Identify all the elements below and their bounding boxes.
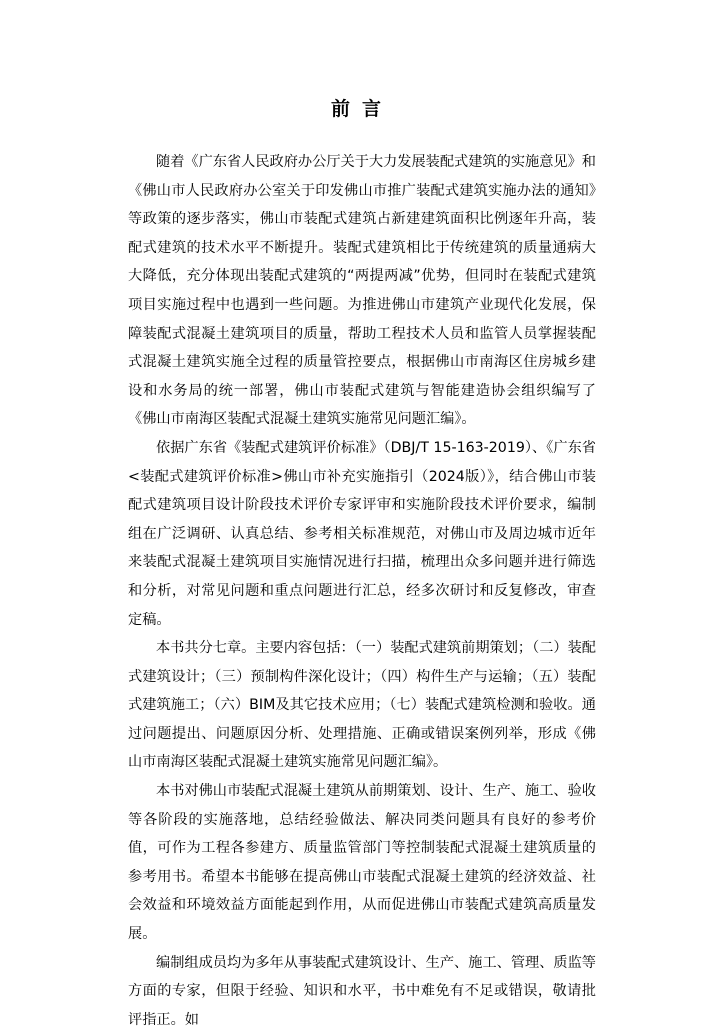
paragraph-1: 随着《广东省人民政府办公厅关于大力发展装配式建筑的实施意见》和《佛山市人民政府办公室关于印发佛山市推广装配式建筑实施办法的通知》等政策的逐步落实，佛山市装配式建筑占新建建筑面积比例逐年升高，装配式建筑的技术水平不断提升。装配式建筑相比于传统建筑的质量通病大大降低，充分体现出装配式建筑的“两提两减”优势，但同时在装配式建筑项目实施过程中也遇到一些问题。为推进佛山市建筑产业现代化发展，保障装配式混凝土建筑项目的质量，帮助工程技术人员和监管人员掌握装配式混凝土建筑实施全过程的质量管控要点，根据佛山市南海区住房城乡建设和水务局的统一部署，佛山市装配式建筑与智能建造协会组织编写了《佛山市南海区装配式混凝土建筑实施常见问题汇编》。: [128, 154, 596, 428]
paragraph-3: 本书共分七章。主要内容包括：（一）装配式建筑前期策划；（二）装配式建筑设计；（三）预制构件深化设计；（四）构件生产与运输；（五）装配式建筑施工；（六）BIM及其它技术应用；（七）装配式建筑检测和验收。通过问题提出、问题原因分析、处理措施、正确或错误案例列举，形成《佛山市南海区装配式混凝土建筑实施常见问题汇编》。: [128, 640, 596, 771]
paragraph-2: 依据广东省《装配式建筑评价标准》（DBJ/T 15-163-2019）、《广东省<装配式建筑评价标准>佛山市补充实施指引（2024版）》，结合佛山市装配式建筑项目设计阶段技术评价专家评审和实施阶段技术评价要求，编制组在广泛调研、认真总结、参考相关标准规范，对佛山市及周边城市近年来装配式混凝土建筑项目实施情况进行扫描，梳理出众多问题并进行筛选和分析，对常见问题和重点问题进行汇总，经多次研讨和反复修改，审查定稿。: [128, 439, 596, 628]
page-title: 前言: [330, 98, 393, 120]
paragraph-5: 编制组成员均为多年从事装配式建筑设计、生产、施工、管理、质监等方面的专家，但限于经验、知识和水平，书中难免有不足或错误，敬请批评指正。如: [128, 954, 596, 1028]
paragraph-4: 本书对佛山市装配式混凝土建筑从前期策划、设计、生产、施工、验收等各阶段的实施落地，总结经验做法、解决同类问题具有良好的参考价值，可作为工程各参建方、质量监管部门等控制装配式混凝土建筑质量的参考用书。希望本书能够在提高佛山市装配式混凝土建筑的经济效益、社会效益和环境效益方面能起到作用，从而促进佛山市装配式建筑高质量发展。: [128, 783, 596, 943]
preface-body: [128, 148, 596, 1034]
